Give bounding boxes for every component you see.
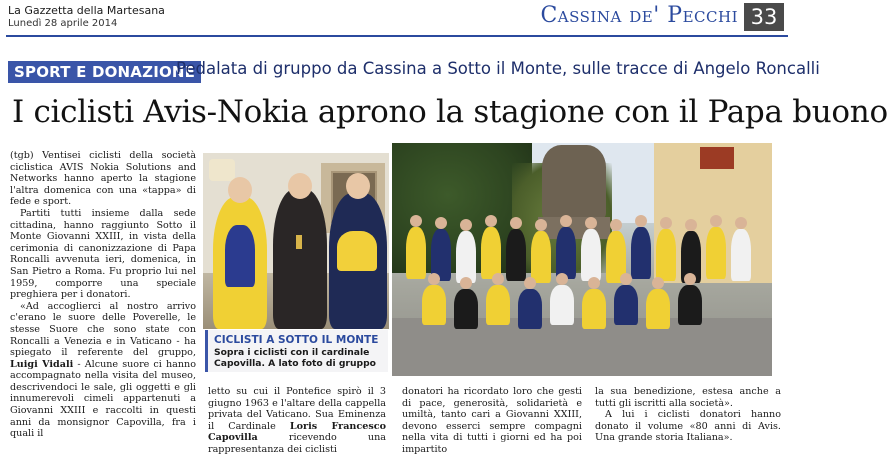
paragraph: «Ad accoglierci al nostro arrivo c'erano le suore delle Poverelle, le stesse Suore che sono state con Roncalli a Venezia e in Vaticano - ha spiegato il referente del gruppo, Luigi Vidali - Alcune suore ci hanno accompagnato nella visita del museo, descrivendoci le sale, gli oggetti e gli innumerevoli cimeli appartenuti a Giovanni XXIII e raccolti in questi anni da monsignor Capovilla, fra i quali il <box>10 300 196 440</box>
cyclist <box>731 229 751 281</box>
paragraph: letto su cui il Pontefice spirò il 3 giugno 1963 e l'altare della cappella privata del Vaticano. Sua Eminenza il Cardinale Loris Francesco Capovilla ricevendo una rappresentanza dei ciclisti <box>208 386 386 455</box>
article-column-4 <box>595 386 781 444</box>
subheadline: Pedalata di gruppo da Cassina a Sotto il Monte, sulle tracce di Angelo Roncalli <box>176 59 820 78</box>
cross-icon <box>296 235 302 249</box>
photo-group <box>392 143 772 376</box>
cyclist <box>550 285 574 325</box>
caption-text: Sopra i ciclisti con il cardinale Capovilla. A lato foto di gruppo <box>214 347 376 369</box>
paragraph: la sua benedizione, estesa anche a tutti gli iscritti alla società». <box>595 386 781 409</box>
cyclist <box>506 229 526 281</box>
cyclists-group <box>402 213 772 363</box>
issue-date: Lunedì 28 aprile 2014 <box>8 18 118 29</box>
section-town: Cassina de' Pecchi <box>540 3 738 28</box>
headline: I ciclisti Avis-Nokia aprono la stagione con il Papa buono <box>12 94 888 130</box>
cyclist <box>406 227 426 279</box>
section-tag: SPORT E DONAZIONE <box>8 61 201 83</box>
cyclist <box>631 227 651 279</box>
article-column-2 <box>208 386 386 456</box>
cyclist <box>646 289 670 329</box>
paragraph: donatori ha ricordato loro che gesti di pace, generosità, solidarietà e umiltà, tanto cari a Giovanni XXIII, devono esserci sempre compagni nella vita di tutti i giorni ed ha poi impartito <box>402 386 582 455</box>
cyclist <box>706 227 726 279</box>
cyclist <box>581 229 601 281</box>
article-column-1 <box>10 150 196 440</box>
paper-name: La Gazzetta della Martesana <box>8 4 165 17</box>
cyclist <box>456 231 476 283</box>
cyclist <box>518 289 542 329</box>
statue <box>542 145 606 219</box>
paragraph: (tgb) Ventisei ciclisti della società ciclistica AVIS Nokia Solutions and Networks hanno aperto la stagione l'altra domenica con una «tappa» di fede e sport. <box>10 150 196 208</box>
cyclist <box>556 227 576 279</box>
photo-caption <box>205 330 388 372</box>
cyclist <box>678 285 702 325</box>
cyclist <box>614 285 638 325</box>
masthead-rule <box>6 35 788 37</box>
kicker <box>8 58 820 84</box>
person-name: Luigi Vidali <box>10 358 74 370</box>
person-name: Loris Francesco Capovilla <box>208 420 386 444</box>
cyclist <box>486 285 510 325</box>
photo-cardinal <box>203 153 389 329</box>
cyclist <box>481 227 501 279</box>
cyclist <box>422 285 446 325</box>
masthead <box>8 4 165 30</box>
article-column-3 <box>402 386 582 456</box>
paragraph: A lui i ciclisti donatori hanno donato il volume «80 anni di Avis. Una grande storia Italiana». <box>595 409 781 444</box>
page-number: 33 <box>744 3 784 31</box>
cyclist <box>656 229 676 281</box>
cyclist <box>454 289 478 329</box>
cyclist <box>582 289 606 329</box>
paragraph: Partiti tutti insieme dalla sede cittadina, hanno raggiunto Sotto il Monte Giovanni XXIII, in vista della cerimonia di canonizzazione di Papa Roncalli avvenuta ieri, domenica, in San Pietro a Roma. Fu proprio lui nel 1959, comporre una speciale preghiera per i donatori. <box>10 207 196 301</box>
caption-title: CICLISTI A SOTTO IL MONTE <box>214 334 379 346</box>
cyclist <box>531 231 551 283</box>
